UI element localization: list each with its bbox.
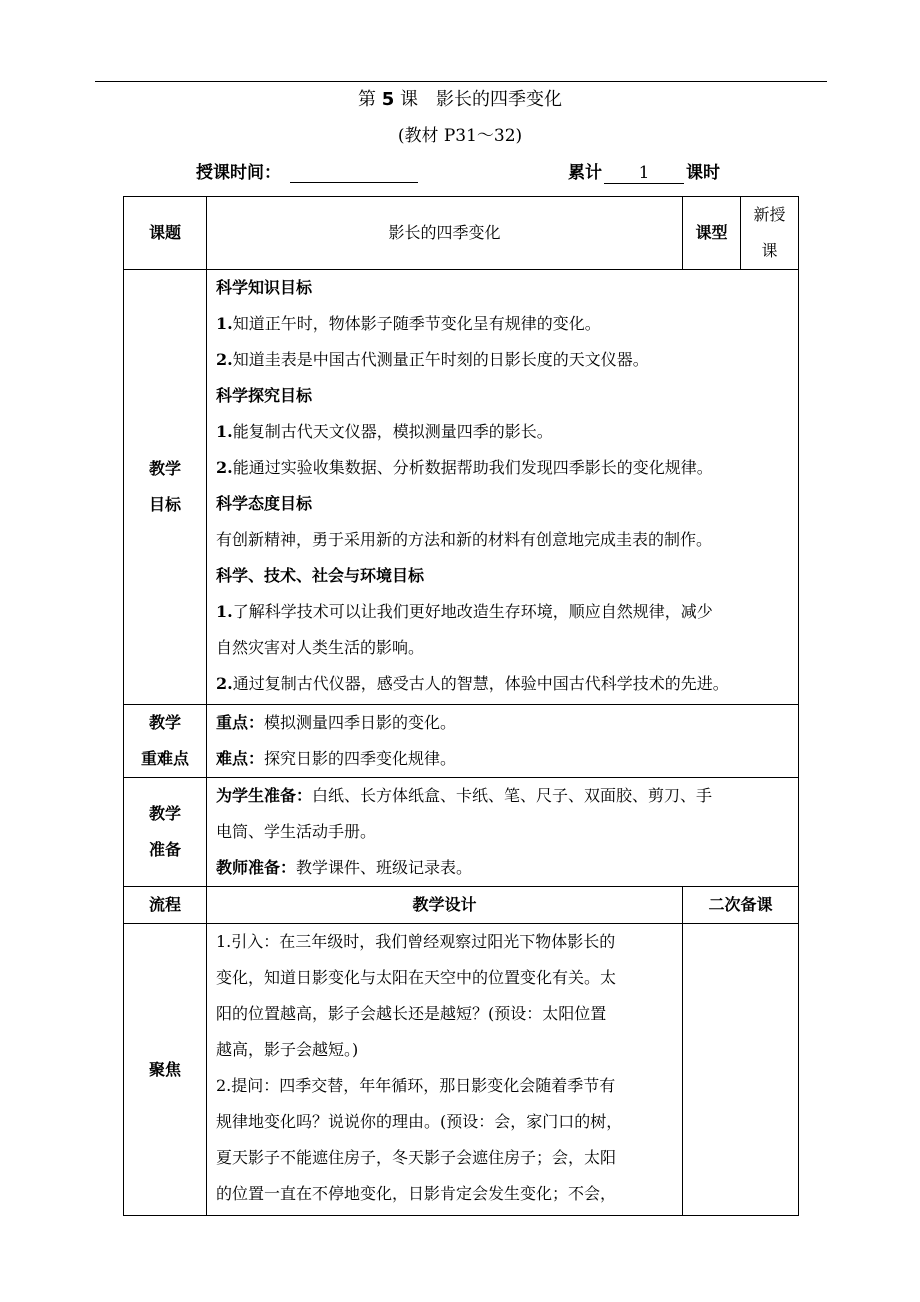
goals-content [207,270,799,705]
focus-line: 的位置一直在不停地变化，日影肯定会发生变化；不会， [216,1184,617,1203]
flow-col-process: 流程 [124,887,207,924]
teacher-prep: 教师准备：教学课件、班级记录表。 [216,858,473,877]
knowledge-goal-2: 2.知道圭表是中国古代测量正午时刻的日影长度的天文仪器。 [216,350,649,369]
teaching-time-blank [290,182,418,183]
inquiry-goal-title: 科学探究目标 [216,386,313,405]
keypoints-row [124,705,799,778]
keypoints-label: 教学 重难点 [124,705,207,778]
topic-label: 课题 [124,197,207,270]
focus-second-prep [683,924,799,1216]
sts-goal-2: 2.通过复制古代仪器，感受古人的智慧，体验中国古代科学技术的先进。 [216,674,729,693]
sts-goal-title: 科学、技术、社会与环境目标 [216,566,425,585]
total-hours-value: 1 [604,163,684,184]
topic-row [124,197,799,270]
attitude-goal-1: 有创新精神，勇于采用新的方法和新的材料有创意地完成圭表的制作。 [216,530,713,549]
key-point: 重点：模拟测量四季日影的变化。 [216,713,457,732]
focus-line: 阳的位置越高，影子会越长还是越短？(预设：太阳位置 [216,1004,607,1023]
inquiry-goal-2: 2.能通过实验收集数据、分析数据帮助我们发现四季影长的变化规律。 [216,458,713,477]
textbook-pages: (教材 P31～32) [397,126,523,146]
student-prep-cont: 电筒、学生活动手册。 [216,822,377,841]
type-label: 课型 [683,197,741,270]
prep-label: 教学 准备 [124,778,207,887]
sts-goal-1-cont: 自然灾害对人类生活的影响。 [216,638,425,657]
goals-label: 教学 目标 [124,270,207,705]
knowledge-goal-1: 1.知道正午时，物体影子随季节变化呈有规律的变化。 [216,314,601,333]
focus-content [207,924,683,1216]
focus-row [124,924,799,1216]
total-hours: 累计 1 课时 [568,163,720,183]
student-prep: 为学生准备：白纸、长方体纸盒、卡纸、笔、尺子、双面胶、剪刀、手 [216,786,713,805]
knowledge-goal-title: 科学知识目标 [216,278,313,297]
keypoints-content [207,705,799,778]
prep-row [124,778,799,887]
flow-col-design: 教学设计 [207,887,683,924]
lesson-plan-table [123,196,799,1216]
flow-header-row [124,887,799,924]
focus-line: 2.提问：四季交替，年年循环，那日影变化会随着季节有 [216,1076,616,1095]
flow-col-second-prep: 二次备课 [683,887,799,924]
sts-goal-1: 1.了解科学技术可以让我们更好地改造生存环境，顺应自然规律，减少 [216,602,713,621]
focus-line: 规律地变化吗？说说你的理由。(预设：会，家门口的树， [216,1112,623,1131]
topic-value: 影长的四季变化 [207,197,683,270]
top-rule [95,81,827,82]
teaching-time-label: 授课时间： [196,163,281,183]
focus-label: 聚焦 [124,924,207,1216]
inquiry-goal-1: 1.能复制古代天文仪器，模拟测量四季的影长。 [216,422,553,441]
difficult-point: 难点：探究日影的四季变化规律。 [216,749,457,768]
attitude-goal-title: 科学态度目标 [216,494,313,513]
type-value: 新授 课 [741,197,799,270]
focus-line: 越高，影子会越短。) [216,1040,359,1059]
lesson-title: 第 5 课 影长的四季变化 [358,89,562,110]
focus-line: 夏天影子不能遮住房子，冬天影子会遮住房子；会，太阳 [216,1148,617,1167]
prep-content [207,778,799,887]
focus-line: 变化，知道日影变化与太阳在天空中的位置变化有关。太 [216,968,617,987]
goals-row [124,270,799,705]
focus-line: 1.引入：在三年级时，我们曾经观察过阳光下物体影长的 [216,932,616,951]
